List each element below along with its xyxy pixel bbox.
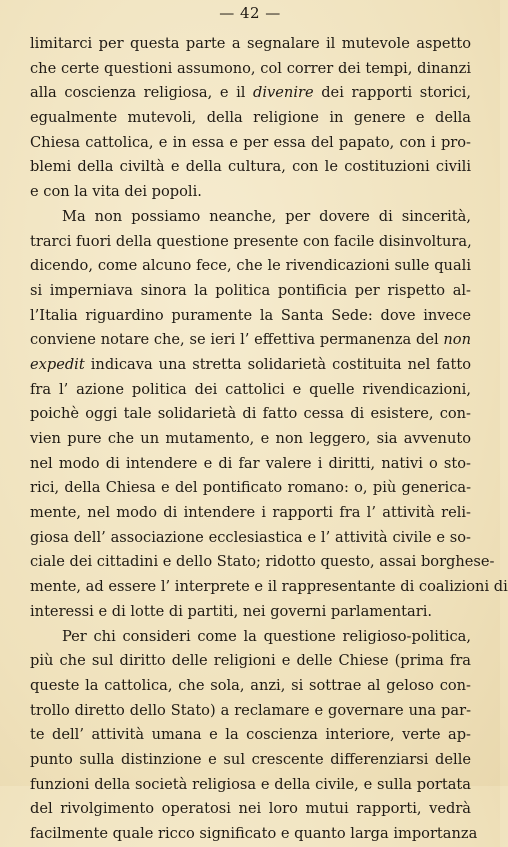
text-line xyxy=(30,699,471,724)
text-line xyxy=(30,501,471,526)
text-line xyxy=(30,378,471,403)
text-line xyxy=(30,427,471,452)
text-line xyxy=(30,279,471,304)
text-segment: vien pure che un mutamento, e non leggero, sia avvenuto xyxy=(30,430,471,447)
text-line xyxy=(30,402,471,427)
text-line xyxy=(30,205,471,230)
text-segment: trollo diretto dello Stato) a reclamare e governare una par- xyxy=(30,701,471,719)
text-segment: giosa dell’ associazione ecclesiastica e l’ attività civile e so- xyxy=(30,528,471,546)
text-segment: Ma non possiamo neanche, per dovere di sincerità, xyxy=(62,207,471,225)
text-segment: limitarci per questa parte a segnalare il mutevole aspetto xyxy=(30,35,471,52)
text-segment: Chiesa cattolica, e in essa e per essa del papato, con i pro- xyxy=(30,133,471,151)
text-line xyxy=(30,476,471,501)
text-segment: mente, ad essere l’ interprete e il rappresentante di coalizioni di xyxy=(30,578,508,596)
text-segment: rici, della Chiesa e del pontificato romano: o, più generica- xyxy=(30,479,471,497)
text-line xyxy=(30,32,471,57)
text-segment: funzioni della società religiosa e della civile, e sulla portata xyxy=(30,775,471,793)
text-segment: dei rapporti storici, xyxy=(313,84,471,102)
text-line xyxy=(30,649,471,674)
text-segment: si imperniava sinora la politica pontificia per rispetto al- xyxy=(30,281,471,299)
text-segment: te dell’ attività umana e la coscienza interiore, verte ap- xyxy=(30,726,471,744)
text-segment: Per chi consideri come la questione religioso-politica, xyxy=(62,627,471,645)
text-segment: l’Italia riguardino puramente la Santa Sede: dove invece xyxy=(30,306,471,324)
text-line xyxy=(30,328,471,353)
text-segment: punto sulla distinzione e sul crescente differenziarsi delle xyxy=(30,750,471,768)
text-segment: e con la vita dei popoli. xyxy=(30,183,202,201)
text-line xyxy=(30,822,478,847)
text-line xyxy=(30,254,471,279)
text-line xyxy=(30,452,471,477)
text-line xyxy=(30,230,471,255)
text-segment: nel modo di intendere e di far valere i diritti, nativi o sto- xyxy=(30,454,471,472)
text-line xyxy=(30,575,508,600)
text-segment: fra l’ azione politica dei cattolici e quelle rivendicazioni, xyxy=(30,380,471,398)
text-segment: poichè oggi tale solidarietà di fatto cessa di esistere, con- xyxy=(30,405,471,423)
text-line xyxy=(30,353,471,378)
page-number: — 42 — xyxy=(219,4,281,22)
text-segment: che certe questioni assumono, col correr dei tempi, dinanzi xyxy=(30,59,471,77)
body-text xyxy=(30,32,508,847)
text-segment: indicava una stretta solidarietà costituita nel fatto xyxy=(84,355,471,373)
text-segment: ciale dei cittadini e dello Stato; ridotto questo, assai borghese- xyxy=(30,553,495,571)
text-segment: queste la cattolica, che sola, anzi, si sottrae al geloso con- xyxy=(30,676,471,694)
text-segment: dicendo, come alcuno fece, che le rivendicazioni sulle quali xyxy=(30,257,471,275)
italic-text: non xyxy=(443,331,471,349)
text-line xyxy=(30,526,471,551)
italic-text: divenire xyxy=(253,84,314,102)
text-line xyxy=(30,131,471,156)
text-segment: conviene notare che, se ieri l’ effettiva permanenza del xyxy=(30,331,444,349)
text-line xyxy=(30,773,471,798)
text-line xyxy=(30,600,471,625)
text-segment: del rivolgimento operatosi nei loro mutui rapporti, vedrà xyxy=(30,800,471,818)
text-line xyxy=(30,106,471,131)
text-line xyxy=(30,155,471,180)
text-line xyxy=(30,180,471,205)
text-segment: interessi e di lotte di partiti, nei governi parlamentari. xyxy=(30,602,432,620)
text-line xyxy=(30,304,471,329)
text-segment: trarci fuori della questione presente con facile disinvoltura, xyxy=(30,232,472,250)
text-line xyxy=(30,81,471,106)
italic-text: expedit xyxy=(30,355,85,373)
text-line xyxy=(30,748,471,773)
text-segment: mente, nel modo di intendere i rapporti fra l’ attività reli- xyxy=(30,504,471,522)
text-line xyxy=(30,550,495,575)
text-line xyxy=(30,797,471,822)
text-segment: egualmente mutevoli, della religione in genere e della xyxy=(30,109,471,127)
text-segment: alla coscienza religiosa, e il xyxy=(30,84,254,102)
text-line xyxy=(30,57,471,82)
text-segment: blemi della civiltà e della cultura, con le costituzioni civili xyxy=(30,158,471,176)
text-line xyxy=(30,674,471,699)
text-segment: facilmente quale ricco significato e quanto larga importanza xyxy=(30,825,478,842)
text-line xyxy=(30,723,471,748)
text-segment: più che sul diritto delle religioni e delle Chiese (prima fra xyxy=(30,652,471,670)
text-line xyxy=(30,625,471,650)
